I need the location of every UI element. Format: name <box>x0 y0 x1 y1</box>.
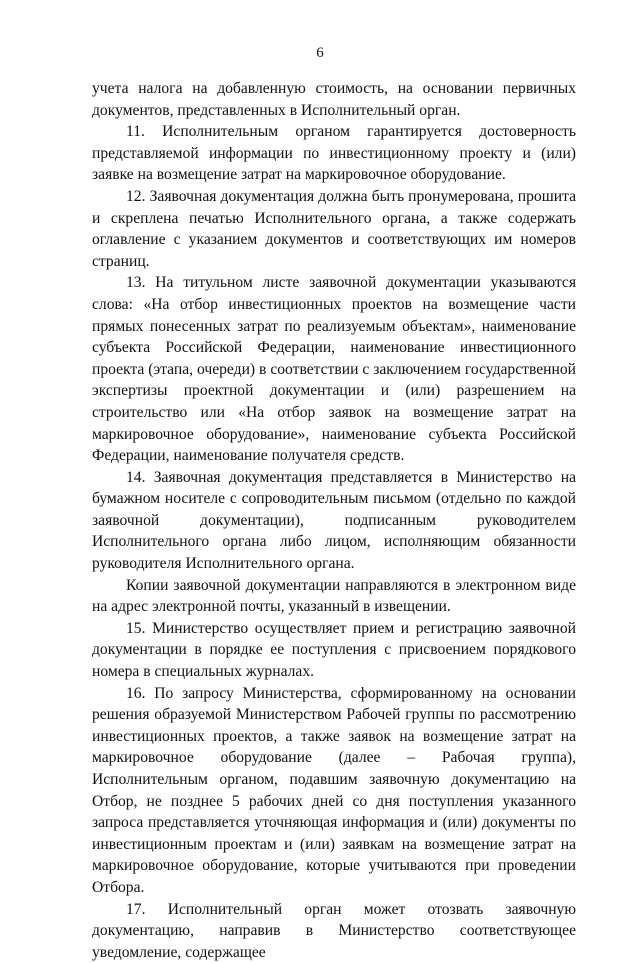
paragraph-11: 11. Исполнительным органом гарантируется достоверность представляемой информации по инвестиционному проекту и (или) заявке на возмещение затрат на маркировочное оборудование. <box>92 123 576 184</box>
paragraph-continuation: учета налога на добавленную стоимость, на основании первичных документов, представленных в Исполнительный орган. <box>92 80 576 119</box>
paragraph-14-copies: Копии заявочной документации направляются в электронном виде на адрес электронной почты, указанный в извещении. <box>92 576 576 616</box>
paragraph-12: 12. Заявочная документация должна быть пронумерована, прошита и скреплена печатью Исполнительного органа, а также содержать оглавление с указанием документов и соответствующих им номеров страниц. <box>92 187 576 270</box>
paragraph-15: 15. Министерство осуществляет прием и регистрацию заявочной документации в порядке ее поступления с присвоением порядкового номера в специальных журналах. <box>92 619 576 681</box>
paragraph-14: 14. Заявочная документация представляется в Министерство на бумажном носителе с сопроводительным письмом (отдельно по каждой заявочной документации), подписанным руководителем Исполнительного органа либо лицом, исполняющим обязанности руководителя Исполнительного органа. <box>92 468 576 573</box>
paragraph-16: 16. По запросу Министерства, сформированному на основании решения образуемой Министерством Рабочей группы по рассмотрению инвестиционных проектов, а также заявок на возмещение затрат на маркировочное оборудование (далее – Рабочая группа), Исполнительным органом, подавшим заявочную документацию на Отбор, не позднее 5 рабочих дней со дня поступления указанного запроса представляется уточняющая информация и (или) документы по инвестиционным проектам и (или) заявкам на возмещение затрат на маркировочное оборудование, которые учитываются при проведении Отбора. <box>92 684 576 896</box>
page-number: 6 <box>316 45 324 61</box>
paragraph-17: 17. Исполнительный орган может отозвать заявочную документацию, направив в Министерство соответствующее уведомление, содержащее <box>92 900 576 961</box>
document-body <box>92 78 576 963</box>
paragraph-13: 13. На титульном листе заявочной документации указываются слова: «На отбор инвестиционных проектов на возмещение части прямых понесенных затрат по реализуемым объектам», наименование субъекта Российской Федерации, наименование инвестиционного проекта (этапа, очереди) в соответствии с заключением государственной экспертизы проектной документации и (или) разрешением на строительство или «На отбор заявок на возмещение затрат на маркировочное оборудование», наименование субъекта Российской Федерации, наименование получателя средств. <box>92 274 576 465</box>
